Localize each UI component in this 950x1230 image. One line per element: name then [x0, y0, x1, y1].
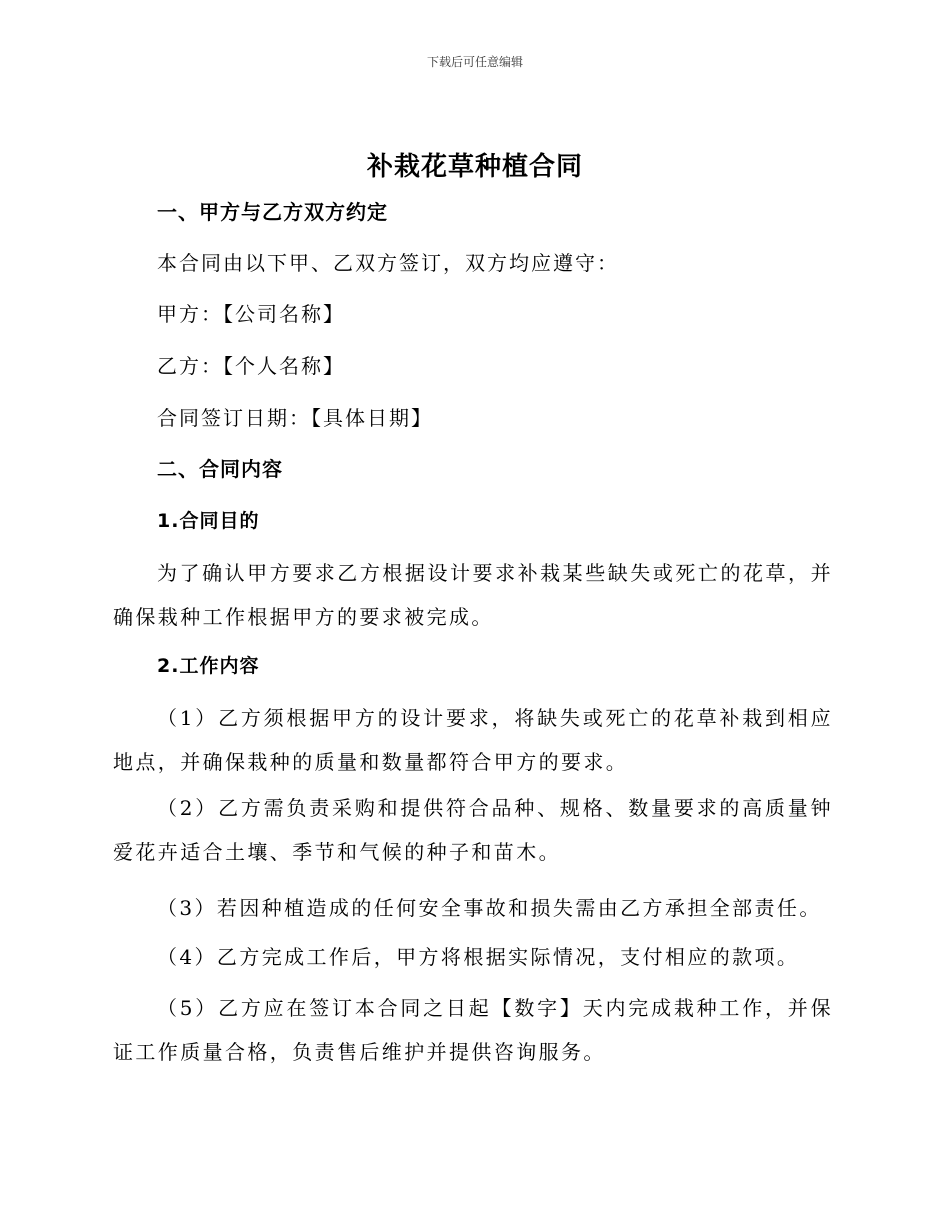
- intro-line: 本合同由以下甲、乙双方签订，双方均应遵守：: [157, 251, 619, 275]
- subsection-heading-purpose: 1.合同目的: [157, 510, 260, 532]
- work-item-2: （2）乙方需负责采购和提供符合品种、规格、数量要求的高质量钟爱花卉适合土壤、季节和气候的种子和苗木。: [113, 796, 833, 864]
- subsection-heading-work: 2.工作内容: [157, 655, 260, 677]
- section-heading-parties: 一、甲方与乙方双方约定: [157, 200, 388, 224]
- party-a-line: 甲方：【公司名称】: [157, 302, 345, 326]
- work-item-5: （5）乙方应在签订本合同之日起【数字】天内完成栽种工作，并保证工作质量合格，负责售后维护并提供咨询服务。: [113, 996, 833, 1064]
- page-header-note: 下载后可任意编辑: [426, 55, 523, 69]
- work-item-1: （1）乙方须根据甲方的设计要求，将缺失或死亡的花草补栽到相应地点，并确保栽种的质量和数量都符合甲方的要求。: [113, 706, 833, 774]
- document-title: 补栽花草种植合同: [366, 152, 583, 182]
- sign-date-line: 合同签订日期：【具体日期】: [157, 406, 433, 430]
- party-b-line: 乙方：【个人名称】: [157, 354, 345, 378]
- purpose-paragraph: 为了确认甲方要求乙方根据设计要求补栽某些缺失或死亡的花草，并确保栽种工作根据甲方的要求被完成。: [113, 561, 833, 629]
- section-heading-content: 二、合同内容: [157, 457, 283, 481]
- work-item-4: （4）乙方完成工作后，甲方将根据实际情况，支付相应的款项。: [157, 945, 800, 969]
- work-item-3: （3）若因种植造成的任何安全事故和损失需由乙方承担全部责任。: [157, 896, 822, 920]
